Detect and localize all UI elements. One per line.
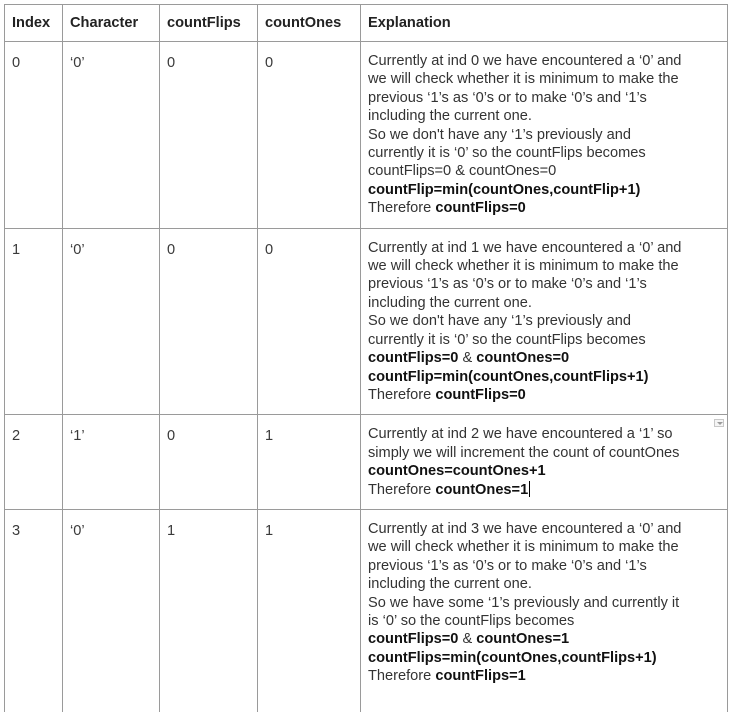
cell-explanation[interactable]	[361, 228, 728, 415]
explanation-line	[368, 349, 720, 367]
cell-countones[interactable]: 0	[258, 42, 361, 229]
header-index: Index	[5, 5, 63, 42]
explanation-line	[368, 239, 720, 257]
explanation-text: So we have some ‘1’s previously and currently it	[368, 594, 680, 611]
explanation-line	[368, 312, 720, 330]
explanation-text: Currently at ind 3 we have encountered a ‘0’ and	[368, 520, 682, 537]
explanation-line	[368, 107, 720, 125]
explanation-line	[368, 162, 720, 180]
cell-index[interactable]: 3	[5, 509, 63, 712]
explanation-line	[368, 575, 720, 593]
cell-character[interactable]: ‘1’	[63, 415, 160, 510]
explanation-line	[368, 181, 720, 199]
cell-countflips[interactable]: 0	[160, 228, 258, 415]
explanation-line	[368, 89, 720, 107]
explanation-text: &	[458, 350, 477, 367]
explanation-bold-text: countFlips=0	[368, 631, 459, 648]
explanation-line	[368, 386, 720, 404]
explanation-text: including the current one.	[368, 294, 532, 311]
explanation-line	[368, 257, 720, 275]
explanation-text: Currently at ind 1 we have encountered a ‘0’ and	[368, 239, 682, 256]
trace-table	[4, 4, 728, 712]
header-countflips: countFlips	[160, 5, 258, 42]
explanation-line	[368, 481, 720, 499]
explanation-line	[368, 538, 720, 556]
explanation-text: Currently at ind 2 we have encountered a ‘1’ so	[368, 426, 673, 443]
cell-countones[interactable]: 0	[258, 228, 361, 415]
explanation-bold-text: countFlips=min(countOnes,countFlips+1)	[368, 649, 657, 666]
explanation-bold-text: countFlip=min(countOnes,countFlips+1)	[368, 368, 649, 385]
explanation-bold-text: countOnes=1	[435, 481, 529, 498]
cell-countflips[interactable]: 0	[160, 42, 258, 229]
explanation-text: is ‘0’ so the countFlips becomes	[368, 612, 575, 629]
explanation-line	[368, 462, 720, 480]
text-cursor	[529, 481, 530, 497]
table-row	[5, 415, 728, 510]
cell-index[interactable]: 1	[5, 228, 63, 415]
explanation-text: So we don't have any ‘1’s previously and	[368, 313, 631, 330]
explanation-text: Therefore	[368, 481, 436, 498]
explanation-line	[368, 199, 720, 217]
cell-countones[interactable]: 1	[258, 415, 361, 510]
header-countones: countOnes	[258, 5, 361, 42]
header-row	[5, 5, 728, 42]
explanation-line	[368, 612, 720, 630]
explanation-text: previous ‘1’s as ‘0’s or to make ‘0’s and ‘1’s	[368, 557, 647, 574]
explanation-text: simply we will increment the count of countOnes	[368, 444, 680, 461]
explanation-bold-text: countFlips=0	[435, 386, 526, 403]
cell-explanation[interactable]	[361, 415, 728, 510]
explanation-text: currently it is ‘0’ so the countFlips becomes	[368, 145, 646, 162]
explanation-text: including the current one.	[368, 108, 532, 125]
explanation-text: currently it is ‘0’ so the countFlips becomes	[368, 331, 646, 348]
header-explanation: Explanation	[361, 5, 728, 42]
explanation-line	[368, 368, 720, 386]
explanation-line	[368, 70, 720, 88]
table-row	[5, 228, 728, 415]
cell-menu-icon[interactable]	[714, 419, 724, 427]
cell-character[interactable]: ‘0’	[63, 228, 160, 415]
explanation-bold-text: countOnes=countOnes+1	[368, 463, 546, 480]
explanation-bold-text: countFlip=min(countOnes,countFlip+1)	[368, 181, 641, 198]
explanation-text: Therefore	[368, 386, 436, 403]
explanation-line	[368, 649, 720, 667]
cell-explanation[interactable]	[361, 42, 728, 229]
explanation-text: So we don't have any ‘1’s previously and	[368, 126, 631, 143]
cell-character[interactable]: ‘0’	[63, 42, 160, 229]
header-character: Character	[63, 5, 160, 42]
explanation-text: countFlips=0 & countOnes=0	[368, 163, 557, 180]
explanation-line	[368, 594, 720, 612]
explanation-line	[368, 557, 720, 575]
explanation-text: &	[458, 631, 477, 648]
cell-character[interactable]: ‘0’	[63, 509, 160, 712]
cell-countflips[interactable]: 1	[160, 509, 258, 712]
cell-explanation[interactable]	[361, 509, 728, 712]
explanation-text: we will check whether it is minimum to make the	[368, 539, 679, 556]
explanation-line	[368, 294, 720, 312]
cell-index[interactable]: 0	[5, 42, 63, 229]
table-row	[5, 509, 728, 712]
cell-index[interactable]: 2	[5, 415, 63, 510]
explanation-text: Therefore	[368, 668, 436, 685]
explanation-bold-text: countOnes=0	[476, 350, 570, 367]
explanation-line	[368, 144, 720, 162]
explanation-text: previous ‘1’s as ‘0’s or to make ‘0’s and ‘1’s	[368, 276, 647, 293]
explanation-line	[368, 52, 720, 70]
explanation-bold-text: countFlips=0	[435, 200, 526, 217]
explanation-bold-text: countFlips=0	[368, 350, 459, 367]
explanation-line	[368, 331, 720, 349]
explanation-text: we will check whether it is minimum to make the	[368, 71, 679, 88]
explanation-line	[368, 425, 720, 443]
explanation-text: including the current one.	[368, 576, 532, 593]
cell-countones[interactable]: 1	[258, 509, 361, 712]
explanation-line	[368, 275, 720, 293]
explanation-line	[368, 667, 720, 685]
explanation-line	[368, 630, 720, 648]
explanation-line	[368, 444, 720, 462]
table-row	[5, 42, 728, 229]
explanation-text: we will check whether it is minimum to make the	[368, 258, 679, 275]
explanation-bold-text: countOnes=1	[476, 631, 570, 648]
explanation-line	[368, 126, 720, 144]
explanation-text: Therefore	[368, 200, 436, 217]
explanation-text: Currently at ind 0 we have encountered a ‘0’ and	[368, 53, 682, 69]
explanation-line	[368, 520, 720, 538]
explanation-text: previous ‘1’s as ‘0’s or to make ‘0’s and ‘1’s	[368, 89, 647, 106]
cell-countflips[interactable]: 0	[160, 415, 258, 510]
explanation-bold-text: countFlips=1	[435, 668, 526, 685]
